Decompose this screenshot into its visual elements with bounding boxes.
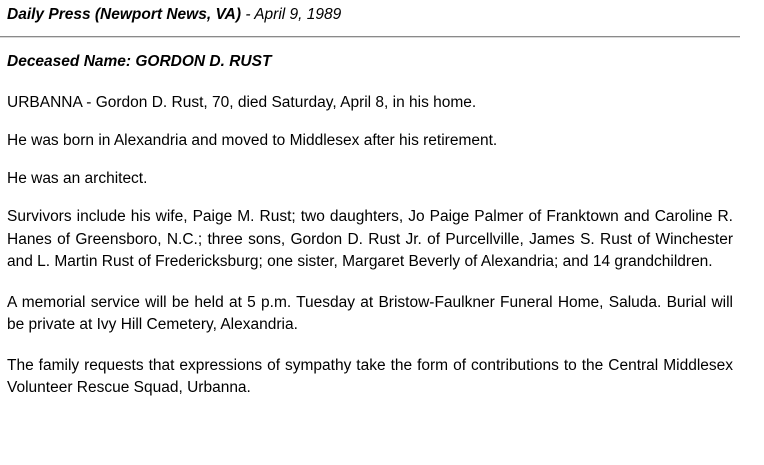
obituary-article: [7, 52, 733, 418]
obituary-paragraph-service: A memorial service will be held at 5 p.m. Tuesday at Bristow-Faulkner Funeral Home, Saluda. Burial will be private at Ivy Hill Cemetery, Alexandria.: [7, 293, 733, 333]
obituary-paragraph-contributions: The family requests that expressions of sympathy take the form of contributions to the Central Middlesex Volunteer Rescue Squad, Urbanna.: [7, 356, 733, 396]
deceased-name-heading: Deceased Name: GORDON D. RUST: [7, 53, 272, 70]
obituary-paragraph-death: URBANNA - Gordon D. Rust, 70, died Saturday, April 8, in his home.: [7, 94, 477, 111]
header-separator: -: [241, 6, 255, 23]
publication-header: [7, 6, 341, 24]
obituary-paragraph-survivors: Survivors include his wife, Paige M. Rust; two daughters, Jo Paige Palmer of Franktown and Caroline R. Hanes of Greensboro, N.C.; three sons, Gordon D. Rust Jr. of Purcellville, James S. Rust of Winchester and L. Martin Rust of Fredericksburg; one sister, Margaret Beverly of Alexandria; and 14 grandchildren.: [7, 208, 733, 270]
publication-source: Daily Press (Newport News, VA): [7, 6, 242, 23]
publication-date: April 9, 1989: [254, 6, 342, 23]
header-divider: [0, 36, 740, 38]
obituary-paragraph-occupation: He was an architect.: [7, 170, 148, 187]
obituary-paragraph-birthplace: He was born in Alexandria and moved to Middlesex after his retirement.: [7, 132, 498, 149]
